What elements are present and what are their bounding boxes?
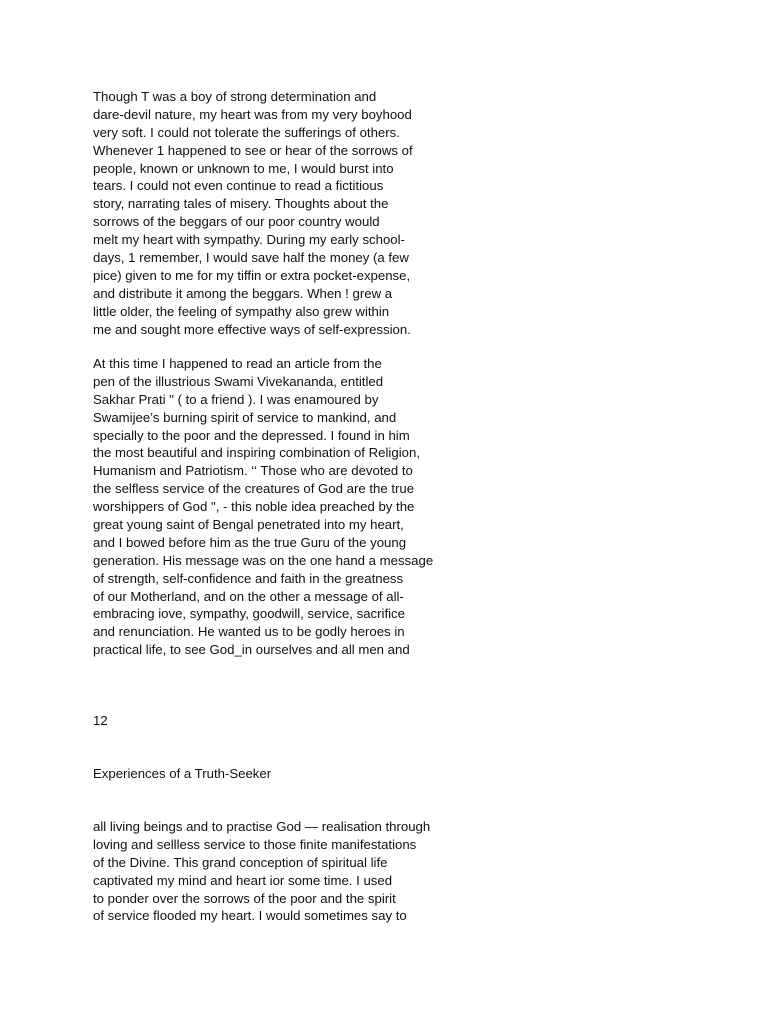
text-line: of our Motherland, and on the other a message of all- bbox=[93, 588, 404, 604]
text-line: and renunciation. He wanted us to be godly heroes in bbox=[93, 624, 405, 640]
text-line: tears. I could not even continue to read a fictitious bbox=[93, 178, 384, 194]
paragraph-1 bbox=[93, 88, 493, 338]
text-line: of strength, self-confidence and faith in the greatness bbox=[93, 570, 404, 586]
text-line: specially to the poor and the depressed. I found in him bbox=[93, 427, 410, 443]
page-number: 12 bbox=[93, 713, 108, 728]
text-line: sorrows of the beggars of our poor country would bbox=[93, 214, 380, 230]
text-line: loving and sellless service to those finite manifestations bbox=[93, 836, 417, 852]
text-line: captivated my mind and heart ior some time. I used bbox=[93, 872, 393, 888]
text-line: Sakhar Prati " ( to a friend ). I was enamoured by bbox=[93, 391, 379, 407]
text-line: dare-devil nature, my heart was from my very boyhood bbox=[93, 106, 412, 122]
paragraph-3 bbox=[93, 818, 493, 925]
paragraph-2 bbox=[93, 355, 493, 659]
text-line: the selfless service of the creatures of God are the true bbox=[93, 481, 415, 497]
text-line: me and sought more effective ways of self-expression. bbox=[93, 321, 411, 337]
text-line: and distribute it among the beggars. When ! grew a bbox=[93, 285, 393, 301]
text-line: Though T was a boy of strong determination and bbox=[93, 89, 377, 104]
text-line: of the Divine. This grand conception of spiritual life bbox=[93, 854, 388, 870]
text-line: pen of the illustrious Swami Vivekananda, entitled bbox=[93, 373, 384, 389]
text-line: great young saint of Bengal penetrated into my heart, bbox=[93, 517, 404, 533]
text-line: Swamijee’s burning spirit of service to mankind, and bbox=[93, 409, 397, 425]
text-line: of service flooded my heart. I would sometimes say to bbox=[93, 908, 407, 924]
text-line: days, 1 remember, I would save half the money (a few bbox=[93, 250, 409, 266]
text-line: pice) given to me for my tiffin or extra pocket-expense, bbox=[93, 267, 411, 283]
text-line: worshippers of God ", - this noble idea preached by the bbox=[93, 499, 415, 515]
text-line: Whenever 1 happened to see or hear of the sorrows of bbox=[93, 142, 413, 158]
text-line: practical life, to see God_in ourselves and all men and bbox=[93, 642, 410, 658]
text-line: At this time I happened to read an article from the bbox=[93, 356, 382, 371]
text-line: all living beings and to practise God — realisation through bbox=[93, 819, 431, 834]
running-header: Experiences of a Truth-Seeker bbox=[93, 766, 272, 781]
text-line: people, known or unknown to me, I would burst into bbox=[93, 160, 394, 176]
text-line: story, narrating tales of misery. Thoughts about the bbox=[93, 196, 389, 212]
text-line: little older, the feeling of sympathy also grew within bbox=[93, 303, 390, 319]
text-line: generation. His message was on the one hand a message bbox=[93, 552, 434, 568]
text-line: to ponder over the sorrows of the poor and the spirit bbox=[93, 890, 396, 906]
text-line: Humanism and Patriotism. ‘‘ Those who are devoted to bbox=[93, 463, 413, 479]
text-line: and I bowed before him as the true Guru of the young bbox=[93, 534, 407, 550]
text-line: very soft. I could not tolerate the sufferings of others. bbox=[93, 124, 400, 140]
text-line: embracing iove, sympathy, goodwill, service, sacrifice bbox=[93, 606, 405, 622]
text-line: the most beautiful and inspiring combination of Religion, bbox=[93, 445, 420, 461]
text-line: melt my heart with sympathy. During my early school- bbox=[93, 232, 405, 248]
